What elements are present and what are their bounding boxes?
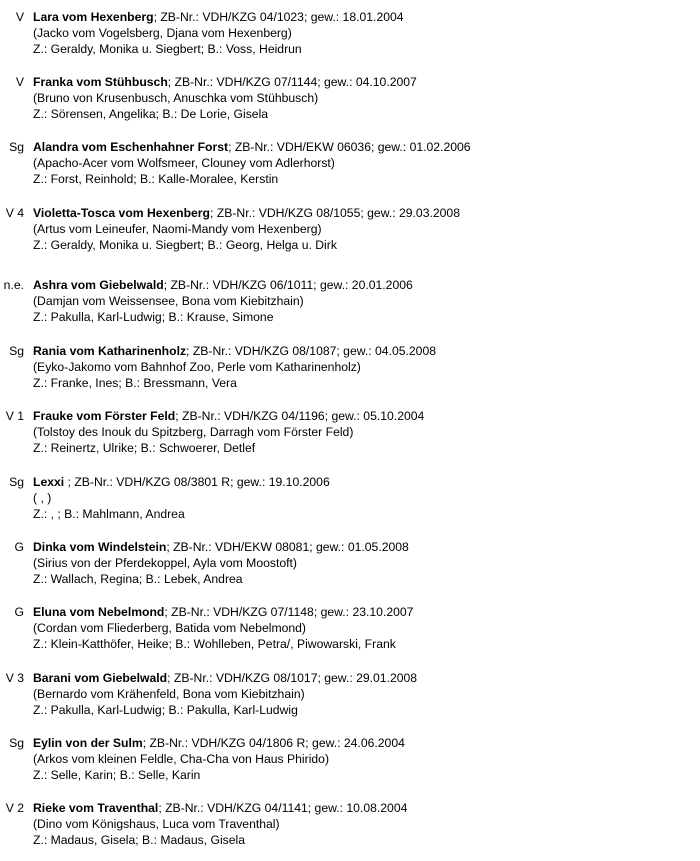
entry-title-line xyxy=(33,277,693,293)
registration-details: ; ZB-Nr.: VDH/KZG 07/1148; gew.: 23.10.2007 xyxy=(164,605,414,619)
dog-name: Lara vom Hexenberg xyxy=(33,10,154,24)
grade-label: V 2 xyxy=(5,801,24,815)
entry-title-line xyxy=(33,474,693,490)
entry-title-line xyxy=(33,205,693,221)
dog-name: Rania vom Katharinenholz xyxy=(33,344,187,358)
parents-line: (Bernardo vom Krähenfeld, Bona vom Kiebitzhain) xyxy=(33,687,305,702)
breeder-owner-line: Z.: Franke, Ines; B.: Bressmann, Vera xyxy=(33,376,237,391)
registration-details: ; ZB-Nr.: VDH/KZG 08/1055; gew.: 29.03.2008 xyxy=(210,206,460,220)
grade-label: V xyxy=(15,10,24,24)
dog-name: Alandra vom Eschenhahner Forst xyxy=(33,140,229,154)
grade-label: Sg xyxy=(9,736,24,750)
parents-line: (Bruno von Krusenbusch, Anuschka vom Stühbusch) xyxy=(33,91,319,106)
parents-line: (Artus vom Leineufer, Naomi-Mandy vom Hexenberg) xyxy=(33,222,322,237)
registration-details: ; ZB-Nr.: VDH/KZG 04/1806 R; gew.: 24.06.2004 xyxy=(142,736,405,750)
grade-label: V 3 xyxy=(5,671,24,685)
parents-line: (Cordan vom Fliederberg, Batida vom Nebelmond) xyxy=(33,621,306,636)
breeder-owner-line: Z.: Sörensen, Angelika; B.: De Lorie, Gisela xyxy=(33,107,269,122)
breeder-owner-line: Z.: Klein-Katthöfer, Heike; B.: Wohlleben, Petra/, Piwowarski, Frank xyxy=(33,637,396,652)
dog-name: Eylin von der Sulm xyxy=(33,736,143,750)
parents-line: (Sirius von der Pferdekoppel, Ayla vom Moostoft) xyxy=(33,556,297,571)
entry-title-line xyxy=(33,139,693,155)
parents-line: (Tolstoy des Inouk du Spitzberg, Darragh vom Förster Feld) xyxy=(33,425,354,440)
registration-details: ; ZB-Nr.: VDH/EKW 08081; gew.: 01.05.2008 xyxy=(166,540,409,554)
registration-details: ; ZB-Nr.: VDH/KZG 04/1196; gew.: 05.10.2004 xyxy=(175,409,425,423)
entry-title-line xyxy=(33,74,693,90)
entry-title-line xyxy=(33,408,693,424)
registration-details: ; ZB-Nr.: VDH/KZG 08/3801 R; gew.: 19.10.2006 xyxy=(64,475,330,489)
breeder-owner-line: Z.: Forst, Reinhold; B.: Kalle-Moralee, Kerstin xyxy=(33,172,279,187)
dog-name: Franka vom Stühbusch xyxy=(33,75,168,89)
entry-title-line xyxy=(33,735,693,751)
entry-title-line xyxy=(33,343,693,359)
breeder-owner-line: Z.: Geraldy, Monika u. Siegbert; B.: Georg, Helga u. Dirk xyxy=(33,238,337,253)
dog-name: Frauke vom Förster Feld xyxy=(33,409,176,423)
entry-title-line xyxy=(33,9,693,25)
grade-label: Sg xyxy=(9,140,24,154)
parents-line: (Eyko-Jakomo vom Bahnhof Zoo, Perle vom Katharinenholz) xyxy=(33,360,361,375)
parents-line: (Jacko vom Vogelsberg, Djana vom Hexenberg) xyxy=(33,26,292,41)
dog-name: Dinka vom Windelstein xyxy=(33,540,167,554)
grade-label: Sg xyxy=(9,475,24,489)
dog-name: Barani vom Giebelwald xyxy=(33,671,168,685)
grade-label: Sg xyxy=(9,344,24,358)
registration-details: ; ZB-Nr.: VDH/KZG 08/1087; gew.: 04.05.2008 xyxy=(186,344,437,358)
registration-details: ; ZB-Nr.: VDH/KZG 07/1144; gew.: 04.10.2007 xyxy=(167,75,417,89)
parents-line: (Dino vom Königshaus, Luca vom Traventhal) xyxy=(33,817,280,832)
grade-label: V xyxy=(15,75,24,89)
entry-title-line xyxy=(33,800,693,816)
grade-label: G xyxy=(14,605,24,619)
breeder-owner-line: Z.: , ; B.: Mahlmann, Andrea xyxy=(33,507,185,522)
parents-line: (Arkos vom kleinen Feldle, Cha-Cha von Haus Phirido) xyxy=(33,752,330,767)
breeder-owner-line: Z.: Selle, Karin; B.: Selle, Karin xyxy=(33,768,201,783)
grade-label: n.e. xyxy=(3,278,24,292)
entry-title-line xyxy=(33,604,693,620)
dog-name: Violetta-Tosca vom Hexenberg xyxy=(33,206,210,220)
registration-details: ; ZB-Nr.: VDH/KZG 04/1023; gew.: 18.01.2004 xyxy=(153,10,404,24)
registration-details: ; ZB-Nr.: VDH/EKW 06036; gew.: 01.02.2006 xyxy=(228,140,471,154)
dog-name: Rieke vom Traventhal xyxy=(33,801,159,815)
parents-line: (Damjan vom Weissensee, Bona vom Kiebitzhain) xyxy=(33,294,304,309)
parents-line: ( , ) xyxy=(33,491,52,506)
dog-name: Ashra vom Giebelwald xyxy=(33,278,164,292)
registration-details: ; ZB-Nr.: VDH/KZG 06/1011; gew.: 20.01.2006 xyxy=(163,278,413,292)
breeder-owner-line: Z.: Madaus, Gisela; B.: Madaus, Gisela xyxy=(33,833,246,848)
breeder-owner-line: Z.: Geraldy, Monika u. Siegbert; B.: Voss, Heidrun xyxy=(33,42,302,57)
dog-name: Eluna vom Nebelmond xyxy=(33,605,165,619)
breeder-owner-line: Z.: Pakulla, Karl-Ludwig; B.: Pakulla, Karl-Ludwig xyxy=(33,703,298,718)
entry-title-line xyxy=(33,670,693,686)
grade-label: V 4 xyxy=(5,206,24,220)
grade-label: V 1 xyxy=(5,409,24,423)
breeder-owner-line: Z.: Pakulla, Karl-Ludwig; B.: Krause, Simone xyxy=(33,310,274,325)
breeder-owner-line: Z.: Wallach, Regina; B.: Lebek, Andrea xyxy=(33,572,243,587)
entry-title-line xyxy=(33,539,693,555)
registration-details: ; ZB-Nr.: VDH/KZG 04/1141; gew.: 10.08.2004 xyxy=(158,801,408,815)
grade-label: G xyxy=(14,540,24,554)
registration-details: ; ZB-Nr.: VDH/KZG 08/1017; gew.: 29.01.2008 xyxy=(167,671,418,685)
parents-line: (Apacho-Acer vom Wolfsmeer, Clouney vom Adlerhorst) xyxy=(33,156,335,171)
breeder-owner-line: Z.: Reinertz, Ulrike; B.: Schwoerer, Detlef xyxy=(33,441,256,456)
dog-name: Lexxi xyxy=(33,475,65,489)
